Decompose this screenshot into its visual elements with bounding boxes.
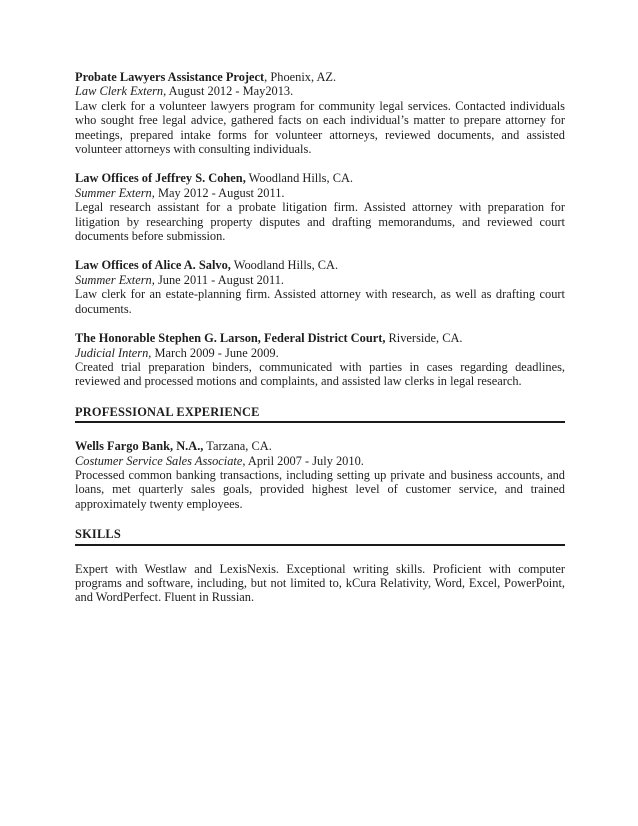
organization-name: Law Offices of Alice A. Salvo,	[75, 258, 231, 273]
role-line	[75, 454, 565, 468]
role-line	[75, 346, 565, 360]
resume-content	[75, 70, 565, 605]
organization-line	[75, 331, 565, 345]
organization-location: Woodland Hills, CA.	[245, 171, 354, 186]
experience-entry-cohen	[75, 171, 565, 243]
experience-entry-wells-fargo	[75, 439, 565, 511]
role-dates: April 2007 - July 2010.	[245, 453, 364, 468]
entry-description: Law clerk for an estate-planning firm. Assisted attorney with research, as well as drafting court documents.	[75, 287, 565, 316]
role-line	[75, 84, 565, 98]
organization-location: Riverside, CA.	[385, 331, 463, 346]
section-heading-professional-experience: PROFESSIONAL EXPERIENCE	[75, 405, 565, 423]
experience-entry-probate-lawyers	[75, 70, 565, 156]
entry-description: Legal research assistant for a probate litigation firm. Assisted attorney with preparation for litigation by researching property disputes and drafting memorandums, and reviewed court documents before submission.	[75, 200, 565, 244]
role-title: Costumer Service Sales Associate,	[75, 453, 246, 468]
section-heading-skills: SKILLS	[75, 527, 565, 545]
organization-location: , Phoenix, AZ.	[264, 70, 337, 84]
role-dates: , August 2012 - May2013.	[163, 84, 294, 99]
organization-name: The Honorable Stephen G. Larson, Federal District Court,	[75, 331, 386, 346]
role-dates: May 2012 - August 2011.	[154, 185, 285, 200]
role-title: Law Clerk Extern	[75, 84, 164, 99]
organization-line	[75, 70, 565, 84]
role-line	[75, 273, 565, 287]
organization-name: Law Offices of Jeffrey S. Cohen,	[75, 171, 246, 186]
organization-line	[75, 258, 565, 272]
skills-paragraph: Expert with Westlaw and LexisNexis. Exceptional writing skills. Proficient with computer programs and software, including, but not limited to, kCura Relativity, Word, Excel, PowerPoint, and WordPerfect. Fluent in Russian.	[75, 561, 565, 605]
entry-description: Processed common banking transactions, including setting up private and business accounts, and loans, met quarterly sales goals, provided highest level of customer service, and trained approximately twenty employees.	[75, 467, 565, 511]
role-title: Summer Extern,	[75, 272, 155, 287]
entry-description: Law clerk for a volunteer lawyers program for community legal services. Contacted individuals who sought free legal advice, gathered facts on each individual’s matter to prepare attorney for meetings, prepared intake forms for volunteer attorneys, reviewed documents, and assisted volunteer attorneys with consulting individuals.	[75, 98, 565, 157]
organization-line	[75, 439, 565, 453]
role-dates: March 2009 - June 2009.	[151, 345, 279, 360]
experience-entry-larson	[75, 331, 565, 389]
organization-name: Probate Lawyers Assistance Project	[75, 70, 265, 84]
organization-name: Wells Fargo Bank, N.A.,	[75, 439, 204, 454]
role-title: Summer Extern,	[75, 185, 155, 200]
role-dates: June 2011 - August 2011.	[154, 272, 285, 287]
experience-entry-salvo	[75, 258, 565, 316]
entry-description: Created trial preparation binders, communicated with parties in cases regarding deadlines, reviewed and processed motions and complaints, and assisted law clerks in legal research.	[75, 359, 565, 389]
role-line	[75, 186, 565, 200]
organization-location: Woodland Hills, CA.	[230, 258, 339, 273]
organization-line	[75, 171, 565, 185]
organization-location: Tarzana, CA.	[203, 439, 272, 454]
role-title: Judicial Intern,	[75, 345, 152, 360]
